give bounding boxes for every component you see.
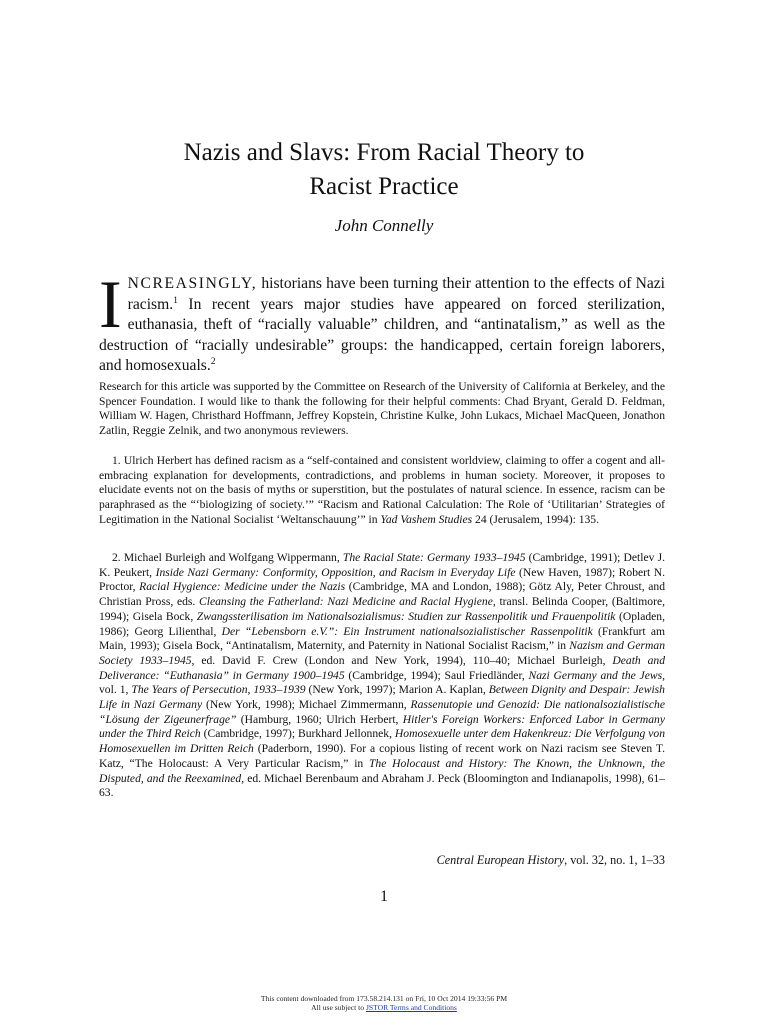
fn2-s6: (Opladen, 1986); Georg Lilienthal,	[99, 609, 666, 638]
fn2-s9: (Cambridge, 1994); Saul Friedländer,	[344, 668, 529, 682]
fn2-s13: (Hamburg, 1960; Ulrich Herbert,	[236, 712, 403, 726]
fn2-s3: (New Haven, 1987); Robert N. Proctor,	[99, 565, 665, 594]
fn2-s12: (New York, 1998); Michael Zimmermann,	[202, 698, 411, 712]
title-line-1: Nazis and Slavs: From Racial Theory to	[183, 139, 585, 166]
footer-terms-prefix: All use subject to	[311, 1003, 366, 1012]
footer-download-info: This content downloaded from 173.58.214.131 on Fri, 10 Oct 2014 19:33:56 PM	[260, 994, 508, 1003]
footnote-ref-2[interactable]: 2	[210, 356, 216, 368]
journal-details: , vol. 32, no. 1, 1–33	[564, 853, 665, 867]
fn2-i3: Racial Hygience: Medicine under the Nazis	[139, 580, 346, 594]
intro-text-b: In recent years major studies have appeared on forced sterilization, euthanasia, theft of “racially valuable” children, and “antinatalism,” as well as the destruction of “racially undesirable” groups: the handicapped, certain foreign laborers, and homosexuals.	[99, 295, 665, 375]
footnote-1-journal: Yad Vashem Studies	[380, 512, 473, 526]
fn2-s8: , ed. David F. Crew (London and New York, 1994), 110–40; Michael Burleigh,	[191, 653, 613, 667]
fn2-s1: 2. Michael Burleigh and Wolfgang Wippermann,	[112, 551, 343, 564]
fn2-s16: , ed. Michael Berenbaum and Abraham J. Peck (Bloomington and Indianapolis, 1998), 61–63.	[99, 771, 665, 800]
intro-text-a: historians have been turning their attention to the effects of Nazi racism.	[127, 275, 665, 313]
footer-terms-line	[0, 1003, 768, 1012]
fn2-i12: Rassenutopie und Genozid: Die nationalsozialistische “Lösung der Zigeunerfrage”	[99, 698, 665, 726]
fn2-i11: Between Dignity and Despair: Jewish Life in Nazi Germany	[99, 683, 665, 712]
journal-name: Central European History	[436, 853, 565, 867]
intro-paragraph	[99, 266, 665, 377]
footnote-1-text-end: 24 (Jerusalem, 1994): 135.	[472, 512, 599, 526]
jstor-terms-link[interactable]: JSTOR Terms and Conditions	[365, 1003, 457, 1012]
footnote-1	[99, 454, 665, 528]
journal-citation	[437, 853, 665, 868]
article-title	[100, 136, 668, 204]
fn2-i4: Cleansing the Fatherland: Nazi Medicine and Racial Hygiene	[199, 595, 493, 609]
fn2-i9: Nazi Germany and the Jews	[528, 668, 663, 682]
fn2-s7: (Frankfurt am Main, 1993); Gisela Bock, “Antinatalism, Maternity, and Paternity in National Socialist Racism,” in	[99, 624, 665, 653]
fn2-i1: The Racial State: Germany 1933–1945	[342, 551, 526, 564]
fn2-s5: , transl. Belinda Cooper, (Baltimore, 1994); Gisela Bock,	[99, 595, 665, 623]
fn2-i13: Hitler's Foreign Workers: Enforced Labor in Germany under the Third Reich	[99, 712, 665, 741]
lead-word: NCREASINGLY,	[127, 275, 258, 292]
footnote-1-text: 1. Ulrich Herbert has defined racism as a “self-contained and consistent worldview, claiming to offer a cogent and all-embracing explanation for developments, contradictions, and problems in human society. Moreover, it proposes to elucidate events not on the basis of myths or superstition, but the postulates of natural science. In essence, racism can be paraphrased as the “‘biologizing of society.’” “Racism and Rational Calculation: The Role of ‘Utilitarian’ Strategies of Legitimation in the National Socialist ‘Weltanschauung’” in	[99, 454, 665, 526]
fn2-i14: Homosexuelle unter dem Hakenkreuz: Die Verfolgung von Homosexuellen im Dritten Reich	[99, 727, 665, 756]
drop-cap: I	[99, 266, 122, 342]
fn2-s14: (Cambridge, 1997); Burkhard Jellonnek,	[200, 727, 395, 741]
fn2-s15: (Paderborn, 1990). For a copious listing of recent work on Nazi racism see Steven T. Katz, “The Holocaust: A Very Particular Racism,” in	[99, 742, 665, 770]
fn2-i10: The Years of Persecution, 1933–1939	[131, 683, 306, 697]
author-name: John Connelly	[334, 216, 434, 235]
fn2-i8: Death and Deliverance: “Euthanasia” in Germany 1900–1945	[99, 653, 666, 682]
title-line-2: Racist Practice	[309, 173, 459, 200]
fn2-i2: Inside Nazi Germany: Conformity, Opposition, and Racism in Everyday Life	[155, 565, 516, 579]
acknowledgment-note: Research for this article was supported by the Committee on Research of the University of California at Berkeley, and the Spencer Foundation. I would like to thank the following for their helpful comments: Chad Bryant, Gerald D. Feldman, William W. Hagen, Christhard Hoffmann, Jeffrey Kopstein, Christine Kulke, John Lukacs, Michael MacQueen, Jonathon Zatlin, Reggie Zelnik, and two anonymous reviewers.	[99, 380, 665, 438]
footnote-ref-1[interactable]: 1	[173, 294, 178, 306]
fn2-s10: , vol. 1,	[99, 668, 665, 697]
download-footer	[0, 994, 768, 1012]
fn2-i5: Zwangssterilisation im Nationalsozialismus: Studien zur Rassenpolitik und Frauenpolitik	[196, 609, 616, 623]
page-number: 1	[380, 888, 388, 905]
fn2-s4: (Cambridge, MA and London, 1988); Götz Aly, Peter Chroust, and Christian Pross, eds.	[99, 580, 665, 609]
fn2-i6: Der “Lebensborn e.V.”: Ein Instrument nationalsozialistischer Rassenpolitik	[221, 624, 593, 638]
fn2-s2: (Cambridge, 1991); Detlev J. K. Peukert,	[99, 551, 666, 579]
fn2-s11: (New York, 1997); Marion A. Kaplan,	[305, 683, 489, 697]
footnote-2	[99, 551, 665, 801]
fn2-i15: The Holocaust and History: The Known, the Unknown, the Disputed, and the Reexamined	[99, 756, 665, 785]
fn2-i7: Nazism and German Society 1933–1945	[99, 639, 665, 667]
